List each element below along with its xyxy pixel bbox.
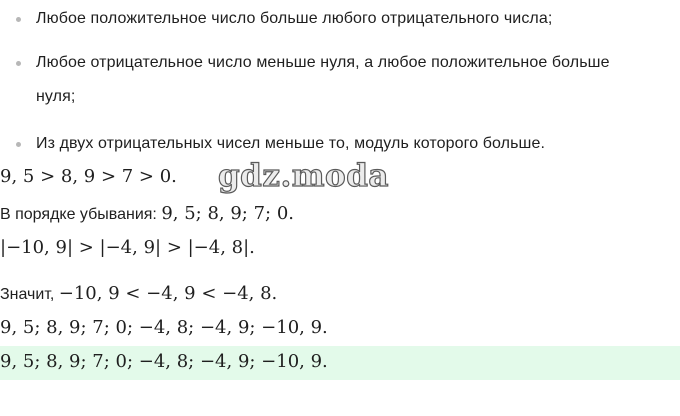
modulus-comparison: |−10, 9| > |−4, 9| > |−4, 8|. bbox=[0, 237, 255, 258]
bullet-icon bbox=[16, 17, 21, 22]
rule-text: Из двух отрицательных чисел меньше то, модуль которого больше. bbox=[36, 135, 546, 152]
conclusion-values: −10, 9 < −4, 9 < −4, 8. bbox=[58, 283, 278, 304]
conclusion-line bbox=[0, 283, 277, 304]
answer-sequence: 9, 5; 8, 9; 7; 0; −4, 8; −4, 9; −10, 9. bbox=[0, 351, 328, 372]
bullet-icon bbox=[16, 142, 21, 147]
rule-item bbox=[0, 2, 680, 36]
rule-item bbox=[0, 46, 680, 114]
bullet-icon bbox=[16, 61, 21, 66]
descending-order-values: 9, 5; 8, 9; 7; 0. bbox=[161, 203, 294, 224]
ordered-sequence: 9, 5; 8, 9; 7; 0; −4, 8; −4, 9; −10, 9. bbox=[0, 317, 328, 338]
rule-text: Любое положительное число больше любого отрицательного числа; bbox=[36, 10, 553, 27]
descending-order-label: В порядке убывания: bbox=[0, 206, 162, 223]
rule-text: Любое отрицательное число меньше нуля, а любое положительное больше нуля; bbox=[36, 54, 610, 105]
watermark-logo: gdz.moda bbox=[218, 158, 389, 194]
comparison-positive: 9, 5 > 8, 9 > 7 > 0. bbox=[0, 166, 177, 187]
rule-item bbox=[0, 127, 680, 161]
descending-order-line bbox=[0, 203, 294, 224]
conclusion-label: Значит, bbox=[0, 286, 59, 303]
